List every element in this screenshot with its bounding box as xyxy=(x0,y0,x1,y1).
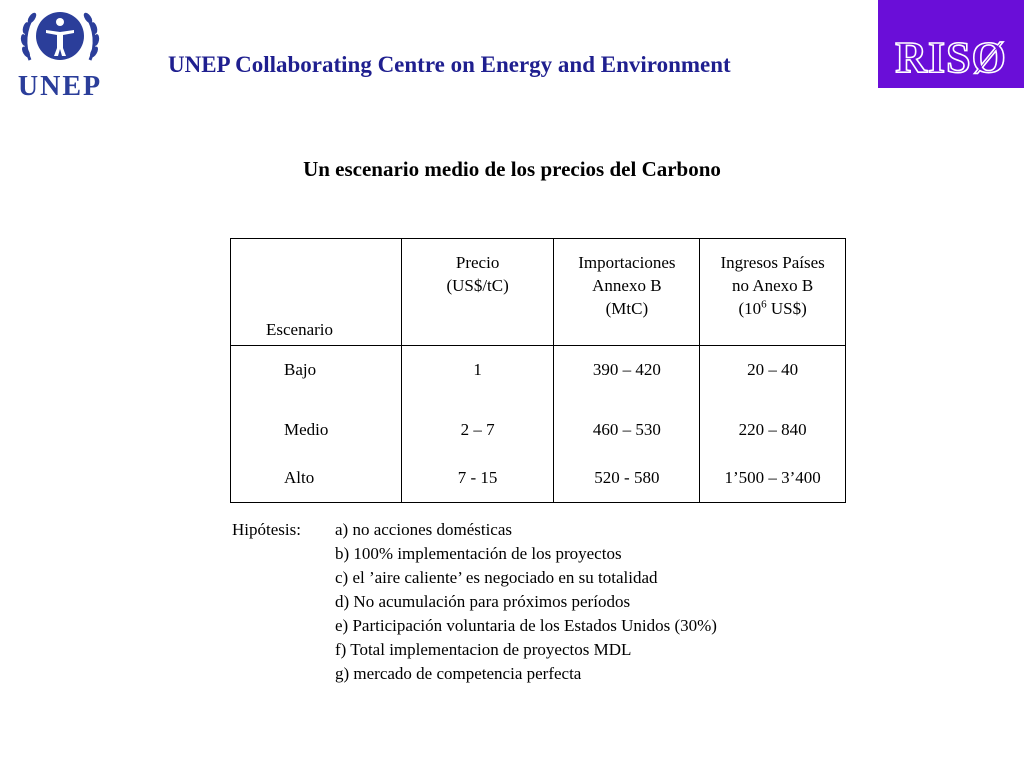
cell-importaciones: 460 – 530 xyxy=(554,406,700,454)
header-import-line3: (MtC) xyxy=(605,299,649,318)
cell-precio: 7 - 15 xyxy=(401,454,554,503)
unep-logo-text: UNEP xyxy=(17,71,103,102)
hypotheses-list xyxy=(335,518,717,686)
cell-escenario: Medio xyxy=(231,406,402,454)
header-import-line1: Importaciones xyxy=(578,253,676,272)
cell-importaciones: 390 – 420 xyxy=(554,346,700,406)
header-ingresos xyxy=(700,239,846,346)
page-title: Un escenario medio de los precios del Carbono xyxy=(303,157,721,181)
list-item: e) Participación voluntaria de los Estados Unidos (30%) xyxy=(335,616,717,635)
header-title: UNEP Collaborating Centre on Energy and Environment xyxy=(168,52,731,77)
unep-logo xyxy=(8,2,112,106)
riso-logo-text: RISØ xyxy=(895,33,1007,82)
list-item: d) No acumulación para próximos períodos xyxy=(335,592,631,611)
header-ingresos-line2: no Anexo B xyxy=(732,276,814,295)
cell-ingresos: 1’500 – 3’400 xyxy=(700,454,846,503)
header-import-line2: Annexo B xyxy=(592,276,662,295)
cell-ingresos: 20 – 40 xyxy=(700,346,846,406)
table-row xyxy=(231,406,846,454)
cell-ingresos: 220 – 840 xyxy=(700,406,846,454)
cell-escenario: Bajo xyxy=(231,346,402,406)
table-row xyxy=(231,346,846,406)
table-row xyxy=(231,454,846,503)
cell-precio: 1 xyxy=(401,346,554,406)
header-escenario: Escenario xyxy=(231,239,402,346)
list-item: b) 100% implementación de los proyectos xyxy=(335,544,622,563)
header-precio-line1: Precio xyxy=(455,253,500,272)
header-precio xyxy=(401,239,554,346)
header-precio-line2: (US$/tC) xyxy=(446,276,509,295)
riso-logo xyxy=(878,0,1024,88)
list-item: a) no acciones domésticas xyxy=(335,520,513,539)
list-item: g) mercado de competencia perfecta xyxy=(335,664,582,683)
scenario-table xyxy=(230,238,846,503)
unep-emblem-icon xyxy=(16,2,104,74)
hypotheses-label: Hipótesis: xyxy=(232,520,301,539)
header-ingresos-line1: Ingresos Países xyxy=(720,253,825,272)
cell-escenario: Alto xyxy=(231,454,402,503)
cell-importaciones: 520 - 580 xyxy=(554,454,700,503)
header-importaciones xyxy=(554,239,700,346)
list-item: f) Total implementacion de proyectos MDL xyxy=(335,640,632,659)
table-header-row xyxy=(231,239,846,346)
cell-precio: 2 – 7 xyxy=(401,406,554,454)
header-ingresos-line3: ($10^6$ US$) xyxy=(738,298,807,318)
list-item: c) el ’aire caliente’ es negociado en su totalidad xyxy=(335,568,658,587)
